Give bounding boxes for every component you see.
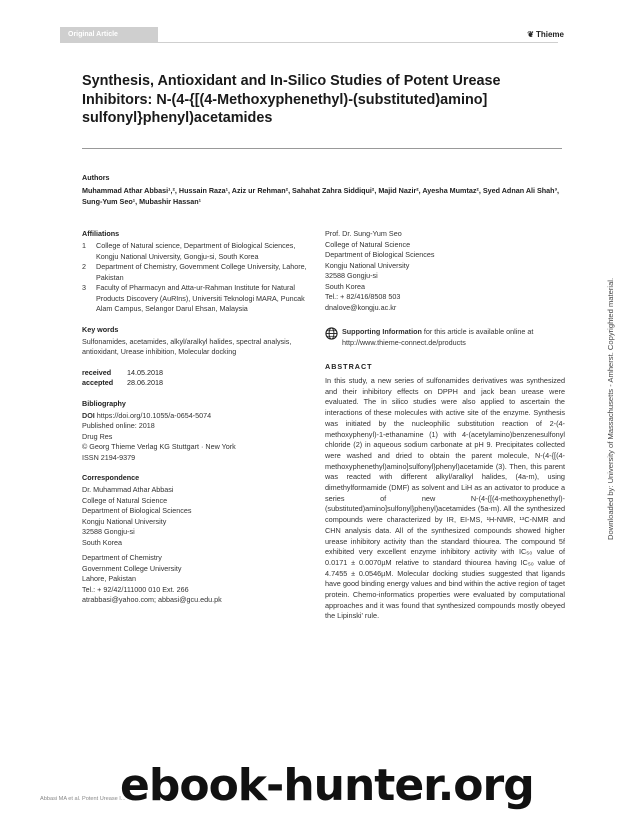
supporting-info-text[interactable]: for this article is available online at http://www.thieme-connect.de/products [342, 327, 534, 347]
title-divider [82, 148, 562, 149]
accepted-label: accepted [82, 378, 114, 387]
correspondence-line: Government College University [82, 563, 182, 573]
keywords-section [82, 325, 307, 358]
received-label: received [82, 367, 112, 377]
abstract-text: In this study, a new series of sulfonamides derivatives was synthesized and their inhibitory effects on DPPH and jack bean urease were evaluated. The in silico studies were also applied to ascertain the interactions of these molecules with active site of the enzyme. Synthesis was initiated by the nucleophilic substitution reaction of 2-(4-methoxyphenyl)-1-ethanamine (1) with 4-(acetylamino)benzenesulfonyl chloride (2) in aqueous sodium carbonate at pH 9. Precipitates collected were washed and dried to obtain the parent molecule, N-(4-{[(4-methoxyphenethyl)amino]sulfonyl}phenyl)acetamide (3). Then, this parent was reacted with different alkyl/aralkyl halides, (4a-m), using dimethylformamide (DMF) as solvent and LiH as an activator to produce a series of new N-(4-{[(4-methoxyphenethyl)-(substituted)amino]sulfonyl}phenyl)acetamides (5a-m). All the synthesized compounds were characterized by IR, EI-MS, ¹H-NMR, ¹³C-NMR and CHN analysis data. All of the synthesized compounds showed higher urease inhibitory activity than the standard thiourea. The compound 5f exhibited very excellent enzyme inhibitory activity with IC₅₀ value of 0.0171 ± 0.0070µM relative to standard thiourea having IC₅₀ value of 4.7455 ± 0.0546µM. Molecular docking studies suggested that ligands have good binding energy values and bind within the active region of taget protein. Chemo-informatics properties were evaluated by computational approaches and it was found that synthesized compounds mostly obeyed the Lipinski' rule. [325, 376, 565, 621]
correspondence2-section [325, 229, 565, 313]
article-title: Synthesis, Antioxidant and In-Silico Studies of Potent Urease Inhibitors: N-(4-{[(4-Methoxyphenethyl)-(substituted)amino] sulfonyl}phenyl)acetamides [82, 73, 501, 126]
keywords-heading: Key words [82, 324, 119, 334]
journal-name: Drug Res [82, 431, 113, 441]
correspondence-line: Department of Chemistry [82, 553, 162, 562]
affiliation-item: 1 College of Natural science, Department of Biological Sciences, Kongju National University, Gongju-si, South Korea [82, 241, 296, 261]
doi-link[interactable]: https://doi.org/10.1055/a-0654-5074 [96, 410, 212, 420]
correspondence-line: Kongju National University [325, 260, 410, 270]
bibliography-section [82, 399, 307, 464]
correspondence-line: 32588 Gongju-si [325, 271, 378, 280]
article-type-tag: Original Article [60, 27, 158, 43]
affiliations-list [82, 241, 307, 315]
supporting-info-label: Supporting Information [342, 327, 422, 336]
correspondence-line: College of Natural Science [325, 239, 411, 249]
affiliations-heading: Affiliations [82, 229, 120, 238]
right-column [325, 229, 565, 622]
authors-section [82, 173, 562, 207]
doi-label: DOI [82, 410, 95, 420]
correspondence-line: Kongju National University [82, 516, 167, 526]
authors-list: Muhammad Athar Abbasi¹,², Hussain Raza¹, Aziz ur Rehman², Sahahat Zahra Siddiqui², Majid Nazir², Ayesha Mumtaz², Syed Adnan Ali Shah³, Sung-Yum Seo¹, Mubashir Hassan¹ [82, 186, 559, 206]
affiliations-section [82, 229, 307, 315]
affiliation-item: 3 Faculty of Pharmacyn and Atta-ur-Rahman Institute for Natural Products Discovery (AuRIns), Universiti Teknologi MARA, Puncak Alam Campus, Selangor Darul Ehsan, Malaysia [82, 283, 305, 313]
dates-section [82, 368, 307, 389]
bibliography-heading: Bibliography [82, 398, 126, 408]
correspondence-section [82, 473, 307, 606]
globe-icon [325, 327, 338, 340]
thieme-leaf-icon: ❦ [527, 30, 534, 39]
abstract-heading: ABSTRACT [325, 362, 373, 371]
correspondence-line: College of Natural Science [82, 495, 168, 505]
issn: ISSN 2194-9379 [82, 452, 136, 462]
correspondence-phone: Tel.: + 92/42/111000 010 Ext. 266 [82, 584, 189, 594]
correspondence-line: South Korea [325, 281, 365, 291]
footer-citation: Abbasi MA et al. Potent Urease I... [40, 796, 126, 802]
received-date: 14.05.2018 [127, 367, 163, 377]
correspondence-line: South Korea [82, 537, 122, 547]
correspondence-line: Department of Biological Sciences [82, 506, 192, 515]
header-rule [158, 42, 558, 43]
authors-heading: Authors [82, 173, 110, 182]
correspondence-email[interactable]: dnalove@kongju.ac.kr [325, 302, 397, 312]
correspondence-heading: Correspondence [82, 473, 140, 482]
copyright: © Georg Thieme Verlag KG Stuttgart · New York [82, 442, 236, 451]
correspondence-phone: Tel.: + 82/416/8508 503 [325, 292, 401, 301]
correspondence-line: Lahore, Pakistan [82, 574, 136, 583]
affiliation-item: 2 Department of Chemistry, Government College University, Lahore, Pakistan [82, 262, 307, 282]
correspondence-line: Prof. Dr. Sung-Yum Seo [325, 229, 402, 238]
correspondence-line: Department of Biological Sciences [325, 250, 435, 259]
correspondence-email[interactable]: atrabbasi@yahoo.com; abbasi@gcu.edu.pk [82, 595, 222, 604]
watermark: ebook-hunter.org [120, 760, 534, 811]
correspondence-line: 32588 Gongju-si [82, 527, 135, 536]
download-notice: Downloaded by: University of Massachusetts - Amherst. Copyrighted material. [606, 277, 615, 540]
correspondence-line: Dr. Muhammad Athar Abbasi [82, 485, 174, 494]
publisher-name: Thieme [535, 30, 564, 39]
left-column [82, 229, 307, 606]
published-date: Published online: 2018 [82, 421, 155, 430]
keywords-text: Sulfonamides, acetamides, alkyl/aralkyl halides, spectral analysis, antioxidant, Urease inhibition, Molecular docking [82, 336, 292, 356]
supporting-info [325, 327, 565, 348]
publisher-logo [527, 30, 564, 39]
accepted-date: 28.06.2018 [127, 378, 163, 387]
